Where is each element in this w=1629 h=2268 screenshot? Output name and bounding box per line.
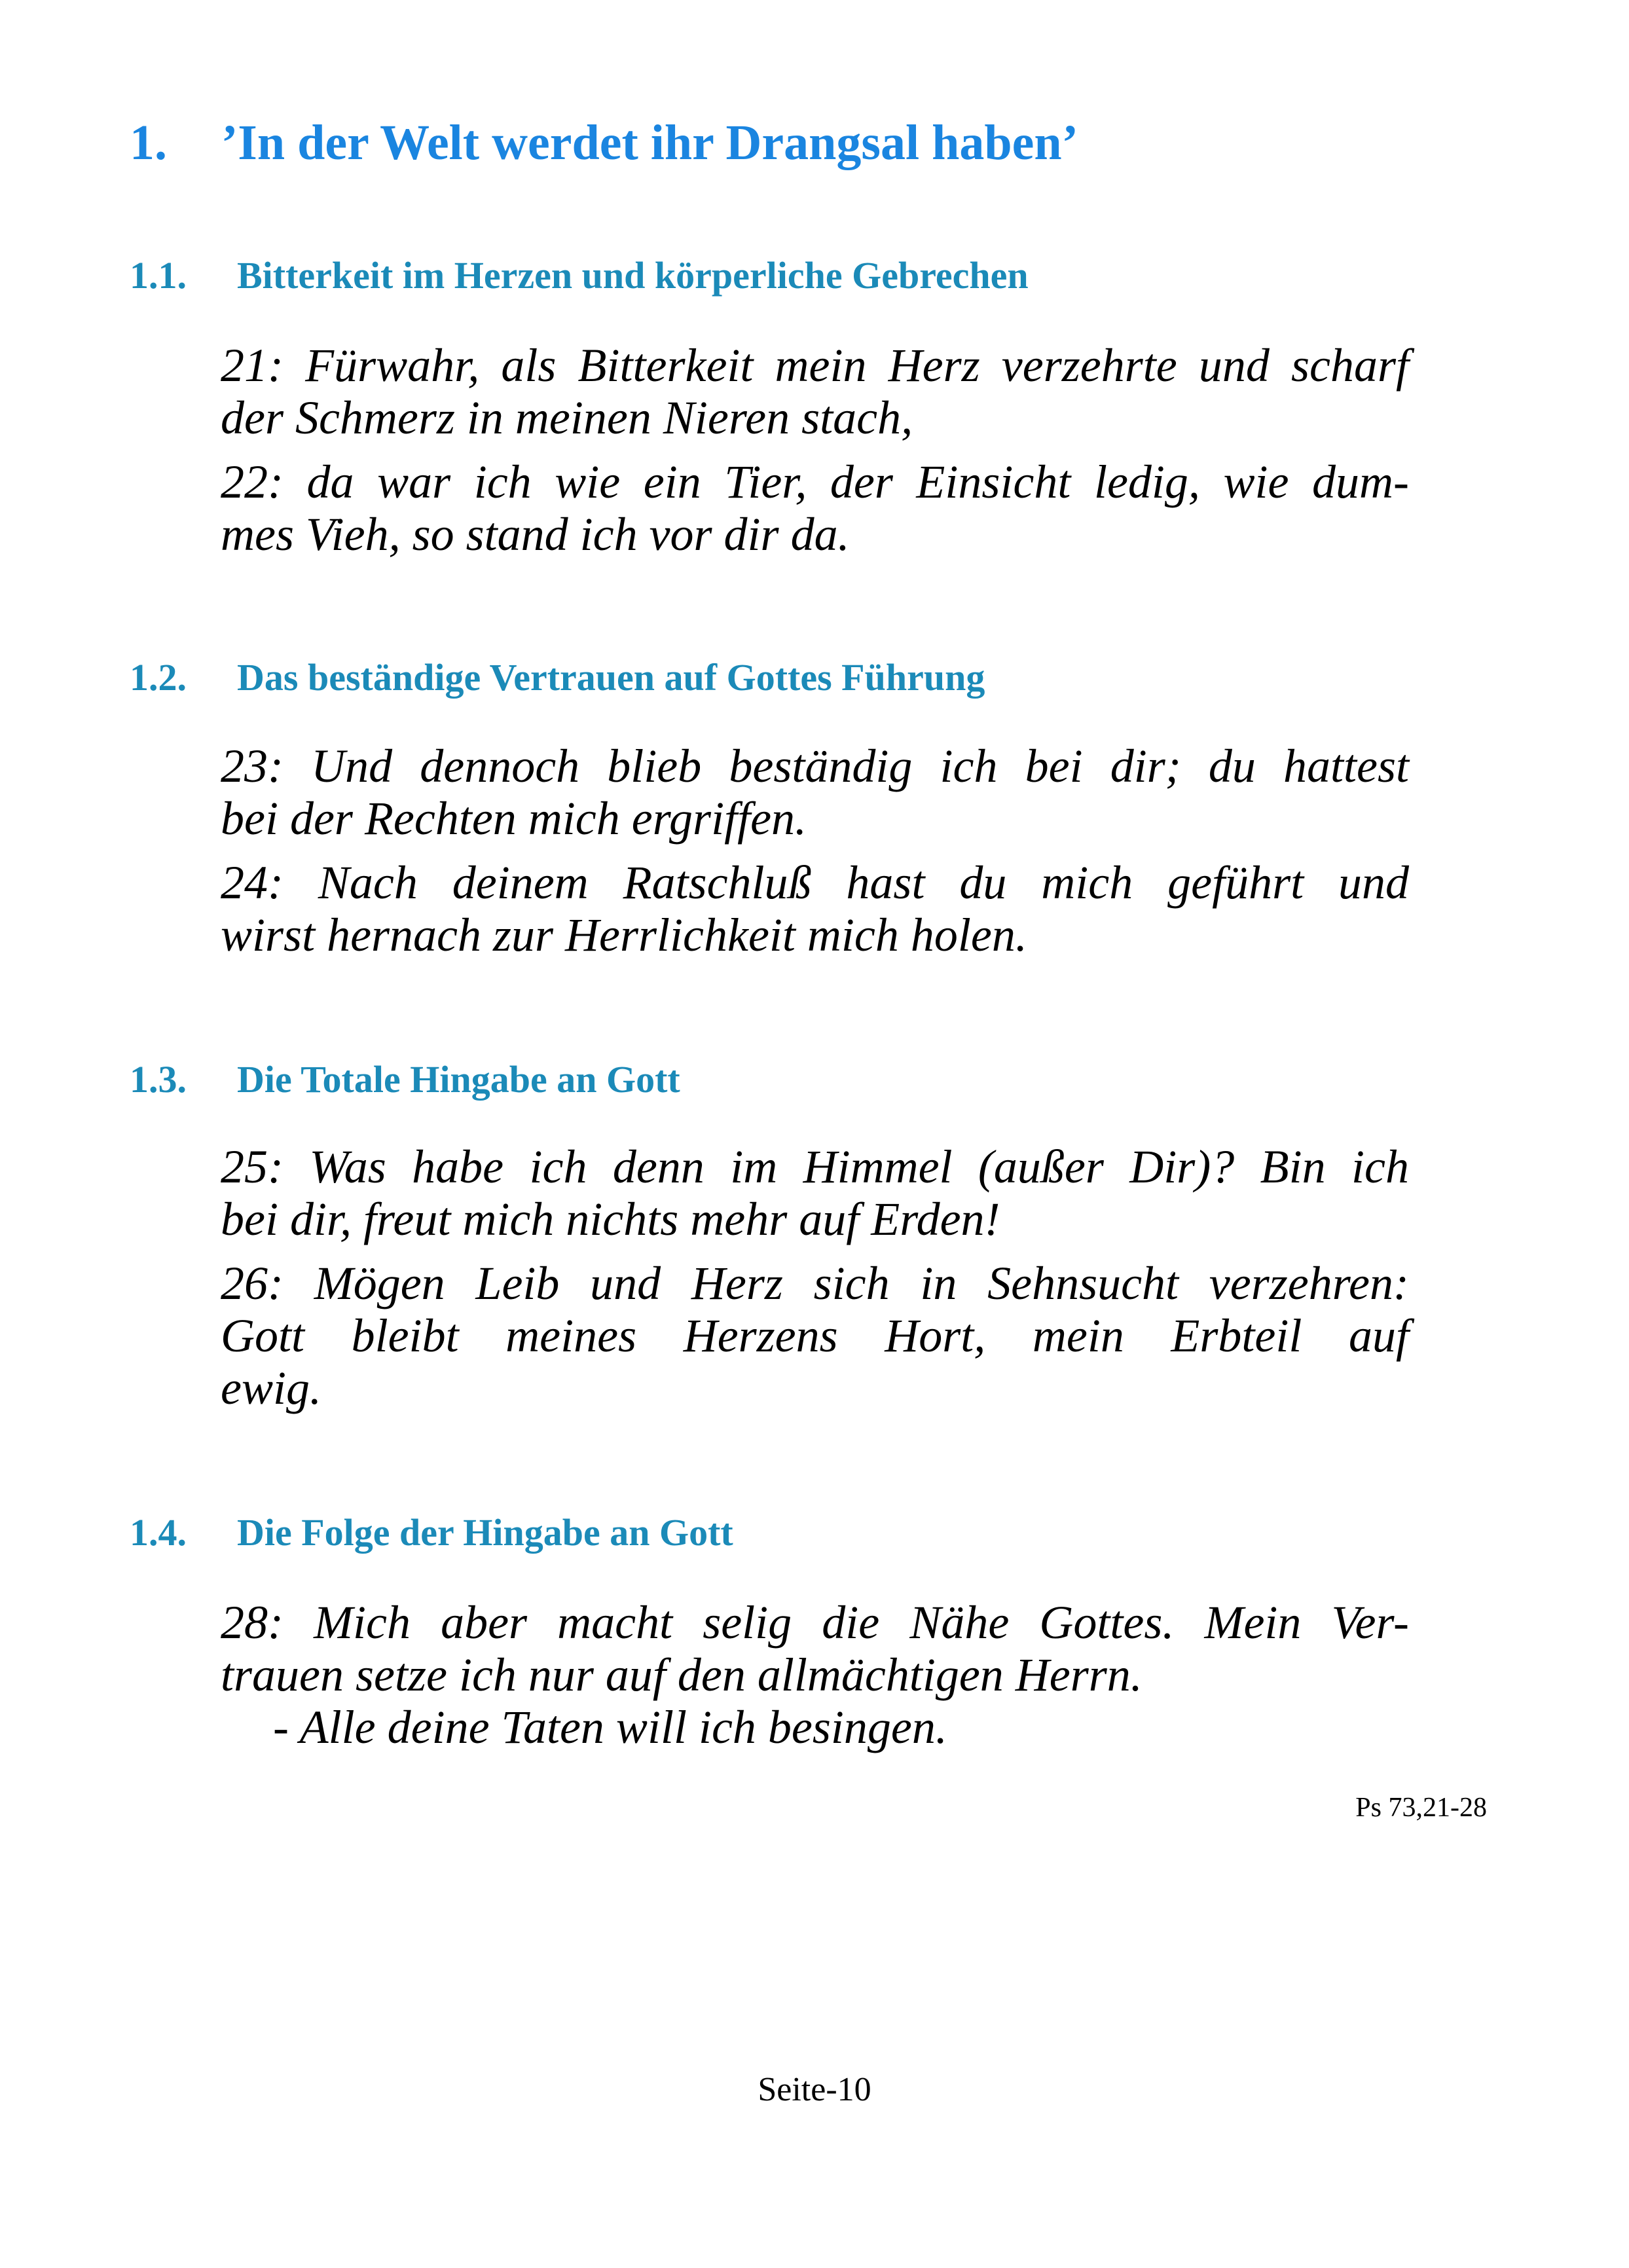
verse-22: [221, 456, 1409, 560]
section-number: 1.4.: [130, 1511, 187, 1554]
verse-line: 22: da war ich wie ein Tier, der Einsicht ledig, wie dum-: [221, 456, 1409, 508]
verse-21: [221, 339, 1409, 444]
verse-line: 28: Mich aber macht selig die Nähe Gottes. Mein Ver-: [221, 1596, 1409, 1649]
section-title: Das beständige Vertrauen auf Gottes Führung: [237, 656, 985, 699]
verse-26: [221, 1257, 1409, 1414]
verse-line: 24: Nach deinem Ratschluß hast du mich geführt und: [221, 856, 1409, 909]
verse-line: 26: Mögen Leib und Herz sich in Sehnsucht verzehren:: [221, 1257, 1409, 1309]
chapter-title-text: ’In der Welt werdet ihr Drangsal haben’: [221, 115, 1078, 170]
page-number: Seite-10: [758, 2071, 871, 2108]
section-title: Die Folge der Hingabe an Gott: [237, 1511, 733, 1554]
verse-coda: - Alle deine Taten will ich besingen.: [273, 1701, 947, 1753]
section-number: 1.3.: [130, 1058, 187, 1101]
verse-block-1-3: [221, 1141, 1409, 1426]
section-heading-1-1: [130, 254, 1029, 297]
chapter-title: [130, 115, 1078, 170]
verse-28: [221, 1596, 1409, 1701]
section-heading-1-2: [130, 656, 985, 699]
verse-line: der Schmerz in meinen Nieren stach,: [221, 392, 913, 444]
verse-block-1-1: [221, 339, 1409, 572]
verse-line: wirst hernach zur Herrlichkeit mich holen.: [221, 909, 1027, 961]
section-title: Die Totale Hingabe an Gott: [237, 1058, 680, 1101]
verse-line: mes Vieh, so stand ich vor dir da.: [221, 508, 850, 560]
section-title: Bitterkeit im Herzen und körperliche Gebrechen: [237, 254, 1029, 297]
verse-line: ewig.: [221, 1362, 321, 1414]
verse-block-1-2: [221, 740, 1409, 973]
verse-25: [221, 1141, 1409, 1245]
verse-line: 23: Und dennoch blieb beständig ich bei dir; du hattest: [221, 740, 1409, 792]
verse-block-1-4: [221, 1596, 1409, 1753]
verse-line: bei der Rechten mich ergriffen.: [221, 792, 807, 845]
section-number: 1.2.: [130, 656, 187, 699]
verse-line: trauen setze ich nur auf den allmächtigen Herrn.: [221, 1649, 1143, 1701]
verse-line: Gott bleibt meines Herzens Hort, mein Erbteil auf: [221, 1309, 1409, 1362]
section-heading-1-4: [130, 1511, 733, 1554]
chapter-number: 1.: [130, 115, 167, 170]
verse-24: [221, 856, 1409, 961]
verse-line: bei dir, freut mich nichts mehr auf Erden!: [221, 1193, 1000, 1245]
section-heading-1-3: [130, 1058, 680, 1101]
verse-23: [221, 740, 1409, 845]
verse-line: 25: Was habe ich denn im Himmel (außer Dir)? Bin ich: [221, 1141, 1409, 1193]
section-number: 1.1.: [130, 254, 187, 297]
verse-line: 21: Fürwahr, als Bitterkeit mein Herz verzehrte und scharf: [221, 339, 1409, 392]
scripture-reference: Ps 73,21-28: [1355, 1793, 1487, 1823]
